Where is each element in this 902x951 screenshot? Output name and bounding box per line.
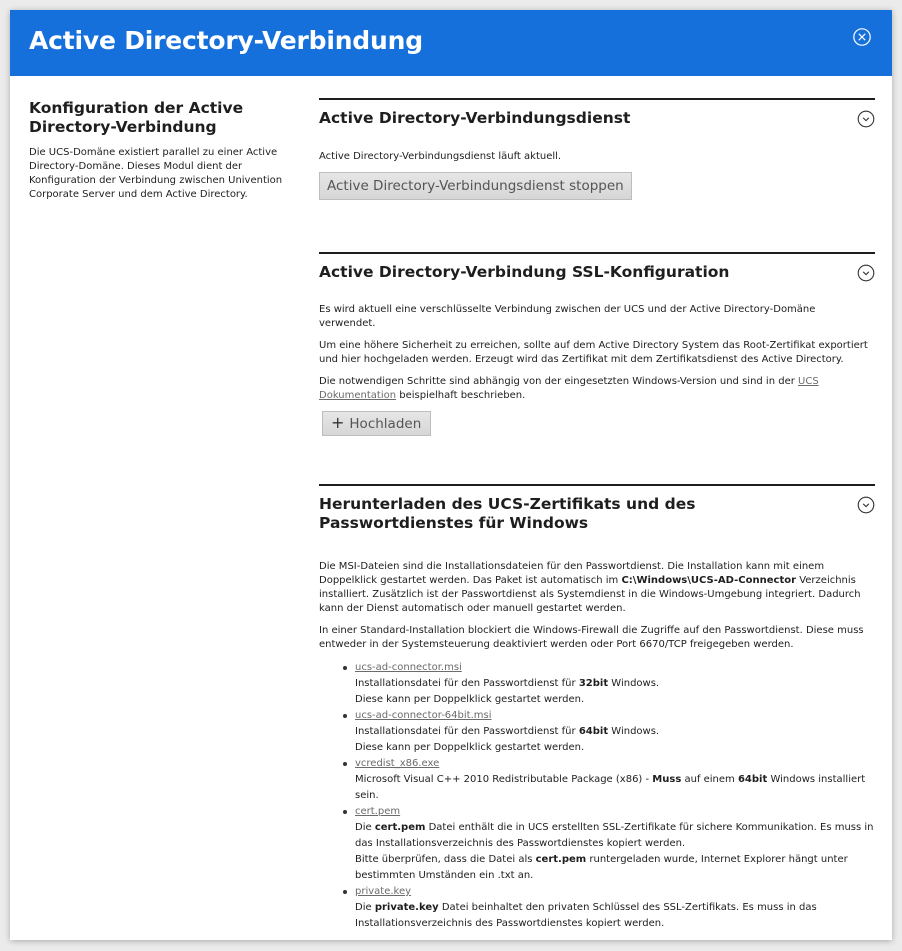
chevron-down-icon[interactable] [857,496,875,514]
ssl-info-text: Um eine höhere Sicherheit zu erreichen, sollte auf dem Active Directory System das Root-Zertifikat exportiert und hier hochgeladen werden. Erzeugt wird das Zertifikat mit dem Zertifikatsdienst des Active Directory. [319,340,868,365]
ssl-docs-text [319,375,875,403]
sidebar-title: Konfiguration der Active Directory-Verbindung [29,99,244,136]
firewall-text: In einer Standard-Installation blockiert die Windows-Firewall die Zugriffe auf den Passwortdienst. Diese muss entweder in der Systemsteuerung deaktiviert werden oder Port 6670/TCP freigegeben werden. [319,625,864,650]
file-link-ucs-ad-connector-64bit-msi[interactable]: ucs-ad-connector-64bit.msi [355,710,492,721]
sidebar [29,99,284,202]
main-content [319,98,875,932]
file-list-item [355,660,875,708]
file-list-item [355,804,875,884]
section-ssl [319,252,875,484]
ssl-docs-text-before: Die notwendigen Schritte sind abhängig von der eingesetzten Windows-Version und sind in der [319,376,799,387]
section-title: Active Directory-Verbindung SSL-Konfiguration [319,263,730,281]
sidebar-description: Die UCS-Domäne existiert parallel zu einer Active Directory-Domäne. Dieses Modul dient der Konfiguration der Verbindung zwischen Univention Corporate Server und dem Active Directory. [29,147,283,200]
text: Die [355,822,375,833]
file-link-vcredist-x86-exe[interactable]: vcredist_x86.exe [355,758,440,769]
text: Windows installiert sein. [355,774,866,801]
file-list-item [355,756,875,804]
ssl-docs-text-after: beispielhaft beschrieben. [396,390,526,401]
file-list [319,660,875,932]
upload-button[interactable] [322,411,431,436]
text-bold: cert.pem [535,854,587,865]
text: Installationsdatei für den Passwortdienst für [355,726,579,737]
text: Datei beinhaltet den privaten Schlüssel des SSL-Zertifikats. Es muss in das Installationsverzeichnis des Passwortdienstes kopiert werden. [355,902,817,929]
service-status-text: Active Directory-Verbindungsdienst läuft aktuell. [319,151,562,162]
file-link-ucs-ad-connector-msi[interactable]: ucs-ad-connector.msi [355,662,462,673]
text: Verzeichnis installiert. Zusätzlich ist der Passwortdienst als Systemdienst in die Windows-Umgebung integriert. Dadurch kann der Dienst automatisch oder manuell gestartet werden. [319,575,861,614]
download-intro-text [319,560,875,616]
text: auf einem [681,774,738,785]
close-icon[interactable] [852,27,872,47]
text: Bitte überprüfen, dass die Datei als [355,854,536,865]
chevron-down-icon[interactable] [857,264,875,282]
ssl-status-text: Es wird aktuell eine verschlüsselte Verbindung zwischen der UCS und der Active Directory-Domäne verwendet. [319,304,816,329]
section-title: Herunterladen des UCS-Zertifikats und des Passwortdienstes für Windows [319,495,696,532]
ucs-documentation-link[interactable]: UCS Dokumentation [319,376,819,401]
text: Installationsdatei für den Passwortdienst für [355,678,579,689]
text: runtergeladen wurde, Internet Explorer hängt unter bestimmten Umständen ein .txt an. [355,854,848,881]
text: Diese kann per Doppelklick gestartet werden. [355,742,585,753]
dialog-title: Active Directory-Verbindung [29,26,423,55]
text: Microsoft Visual C++ 2010 Redistributable Package (x86) - [355,774,653,785]
text: Windows. [608,726,660,737]
text-bold: private.key [374,902,439,913]
file-link-cert-pem[interactable]: cert.pem [355,806,401,817]
text: Windows. [608,678,660,689]
text: Datei enthält die in UCS erstellten SSL-Zertifikate für sichere Kommunikation. Es muss in das Installationsverzeichnis des Passwortdienstes kopiert werden. [355,822,874,849]
text: Die MSI-Dateien sind die Installationsdateien für den Passwortdienst. Die Installation kann mit einem Doppelklick gestartet werden. Das Paket ist automatisch im [319,561,825,586]
upload-button-label: Hochladen [349,416,422,432]
section-service [319,98,875,252]
install-path: C:\Windows\UCS-AD-Connector [621,575,797,586]
section-header[interactable] [319,486,875,533]
file-list-item [355,884,875,932]
text-bold: 64bit [737,774,768,785]
text-bold: 32bit [578,678,609,689]
text-bold: cert.pem [374,822,426,833]
text-bold: 64bit [578,726,609,737]
dialog [10,10,892,940]
section-title: Active Directory-Verbindungsdienst [319,109,631,127]
section-download [319,484,875,932]
text: Diese kann per Doppelklick gestartet werden. [355,694,585,705]
section-header[interactable] [319,100,875,128]
text: Die [355,902,375,913]
file-link-private-key[interactable]: private.key [355,886,412,897]
stop-service-button[interactable]: Active Directory-Verbindungsdienst stoppen [319,172,632,200]
text-bold: Muss [652,774,682,785]
file-list-item [355,708,875,756]
plus-icon: + [331,413,345,432]
dialog-header [10,10,892,76]
section-header[interactable] [319,254,875,282]
chevron-down-icon[interactable] [857,110,875,128]
